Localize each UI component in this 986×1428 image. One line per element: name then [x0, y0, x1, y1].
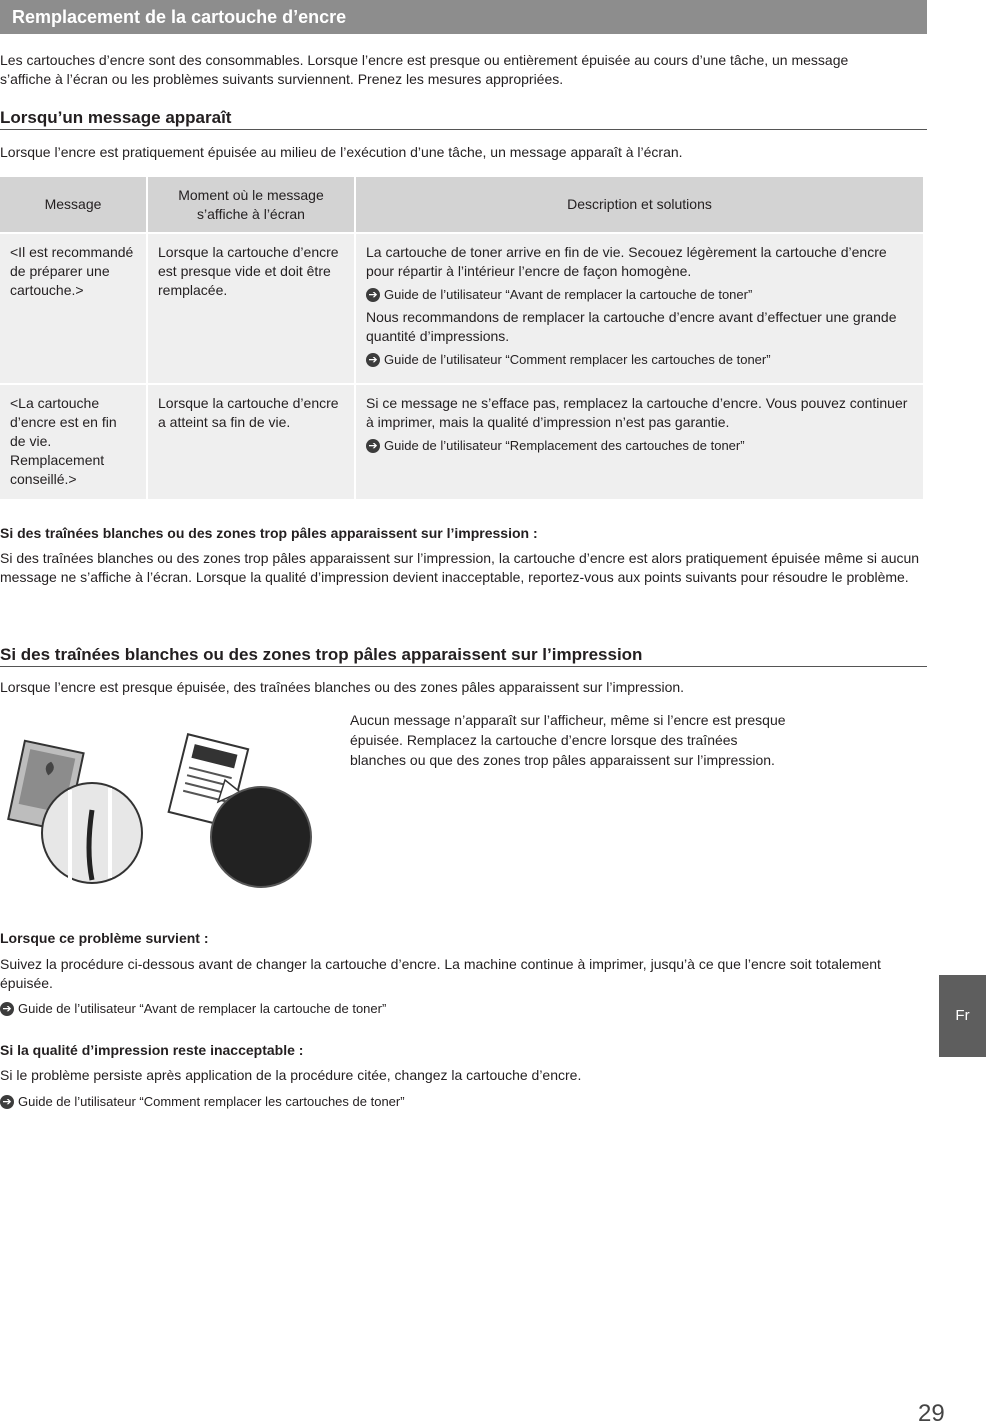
- message-table: [0, 175, 925, 501]
- table-row: [0, 385, 923, 499]
- section-heading-streaks: Si des traînées blanches ou des zones trop pâles apparaissent sur l’impression: [0, 645, 927, 667]
- streaks-subheading: Si des traînées blanches ou des zones trop pâles apparaissent sur l’impression :: [0, 525, 538, 541]
- guide-reference-label: Guide de l’utilisateur “Remplacement des cartouches de toner”: [384, 438, 745, 453]
- page-number: 29: [918, 1400, 945, 1427]
- arrow-right-icon: ➔: [366, 439, 380, 453]
- section-text-streaks: Lorsque l’encre est presque épuisée, des traînées blanches ou des zones pâles apparaissent sur l’impression.: [0, 679, 685, 695]
- table-row: [0, 234, 923, 383]
- table-cell-description: [356, 385, 923, 499]
- guide-reference[interactable]: [366, 285, 913, 304]
- guide-reference[interactable]: [0, 1094, 405, 1109]
- figure-caption: Aucun message n’apparaît sur l’afficheur, même si l’encre est presque épuisée. Remplacez la cartouche d’encre lorsque des traînées blanches ou que des zones trop pâles apparaissent sur l’impression.: [350, 712, 786, 768]
- table-cell-moment: Lorsque la cartouche d’encre est presque vide et doit être remplacée.: [148, 234, 354, 383]
- section-text-message: Lorsque l’encre est pratiquement épuisée au milieu de l’exécution d’une tâche, un message apparaît à l’écran.: [0, 144, 683, 160]
- streaks-text: Si des traînées blanches ou des zones trop pâles apparaissent sur l’impression, la cartouche d’encre est alors pratiquement épuisée même si aucun message ne s’affiche à l’écran. Lorsque la qualité d’impression devient inacceptable, reportez-vous aux points suivants pour résoudre le problème.: [0, 550, 920, 585]
- language-tab: Fr: [939, 975, 986, 1057]
- table-cell-description: [356, 234, 923, 383]
- guide-reference-label: Guide de l’utilisateur “Avant de remplacer la cartouche de toner”: [384, 287, 753, 302]
- page-title: Remplacement de la cartouche d’encre: [0, 0, 927, 34]
- faded-print-graphic: [0, 730, 320, 890]
- description-text: Nous recommandons de remplacer la cartouche d’encre avant d’effectuer une grande quantité d’impressions.: [366, 309, 897, 344]
- arrow-right-icon: ➔: [366, 353, 380, 367]
- guide-reference[interactable]: [366, 436, 913, 455]
- guide-reference-label: Guide de l’utilisateur “Comment remplacer les cartouches de toner”: [18, 1094, 405, 1109]
- table-cell-message: <Il est recommandé de préparer une cartouche.>: [0, 234, 146, 383]
- description-text: La cartouche de toner arrive en fin de vie. Secouez légèrement la cartouche d’encre pour répartir à l’intérieur l’encre de façon homogène.: [366, 244, 887, 279]
- table-cell-message: <La cartouche d’encre est en fin de vie. Remplacement conseillé.>: [0, 385, 146, 499]
- problem-heading: Lorsque ce problème survient :: [0, 930, 209, 946]
- section-heading-message: Lorsqu’un message apparaît: [0, 108, 927, 130]
- faded-print-illustration: [0, 730, 320, 890]
- guide-reference-label: Guide de l’utilisateur “Comment remplacer les cartouches de toner”: [384, 352, 771, 367]
- description-text: Si ce message ne s’efface pas, remplacez la cartouche d’encre. Vous pouvez continuer à imprimer, mais la qualité d’impression n’est pas garantie.: [366, 395, 908, 430]
- table-cell-moment: Lorsque la cartouche d’encre a atteint sa fin de vie.: [148, 385, 354, 499]
- arrow-right-icon: ➔: [0, 1095, 14, 1109]
- quality-heading: Si la qualité d’impression reste inacceptable :: [0, 1042, 304, 1058]
- guide-reference[interactable]: [0, 1001, 386, 1016]
- quality-text: Si le problème persiste après application de la procédure citée, changez la cartouche d’encre.: [0, 1067, 582, 1083]
- table-header-row: [0, 177, 923, 232]
- problem-text: Suivez la procédure ci-dessous avant de changer la cartouche d’encre. La machine continue à imprimer, jusqu’à ce que l’encre soit totalement épuisée.: [0, 956, 881, 991]
- intro-text: Les cartouches d’encre sont des consommables. Lorsque l’encre est presque ou entièrement épuisée au cours d’une tâche, un message s’affiche à l’écran ou les problèmes suivants surviennent. Prenez les mesures appropriées.: [0, 52, 849, 87]
- arrow-right-icon: ➔: [0, 1002, 14, 1016]
- table-header: Message: [0, 177, 146, 232]
- guide-reference-label: Guide de l’utilisateur “Avant de remplacer la cartouche de toner”: [18, 1001, 387, 1016]
- arrow-right-icon: ➔: [366, 288, 380, 302]
- table-header: Moment où le message s’affiche à l’écran: [148, 177, 354, 232]
- guide-reference[interactable]: [366, 350, 913, 369]
- table-header: Description et solutions: [356, 177, 923, 232]
